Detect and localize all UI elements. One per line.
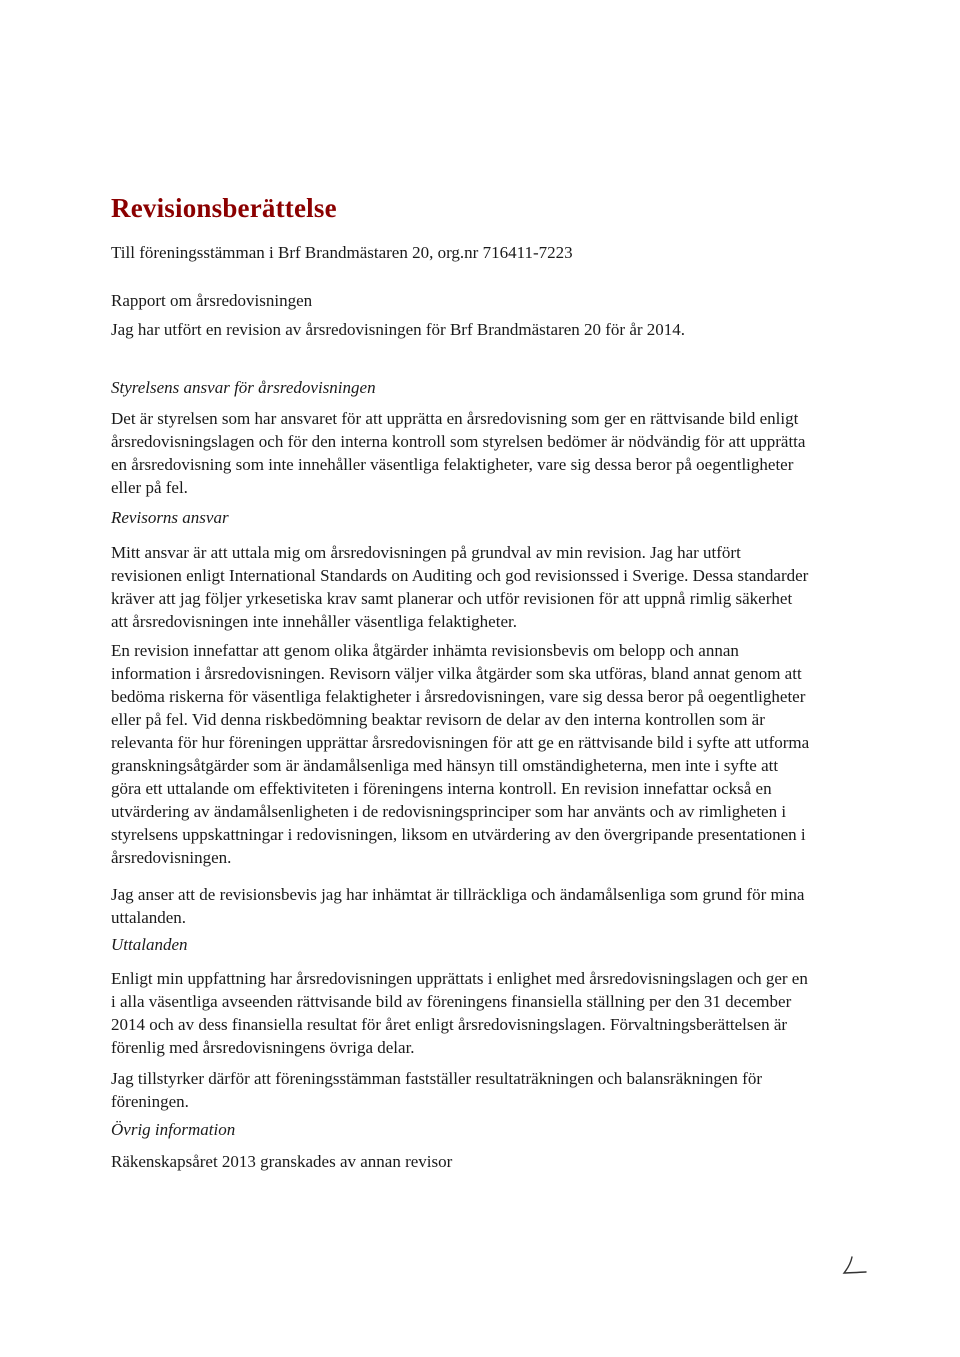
ovrig-information-text: Räkenskapsåret 2013 granskades av annan revisor [111,1152,453,1171]
addressee-line: Till föreningsstämman i Brf Brandmästaren 20, org.nr 716411-7223 [111,243,573,262]
section2-paragraph-1 [111,541,808,633]
paragraph-line: kräver att jag följer yrkesetiska krav samt planerar och utför revisionen för att uppnå rimlig säkerhet [111,589,793,608]
section3-paragraph-1 [111,967,808,1059]
section-heading-revisorns-ansvar: Revisorns ansvar [111,508,229,527]
paragraph-line: styrelsens uppskattningar i redovisningen, liksom en utvärdering av den övergripande presentationen i [111,825,806,844]
intro-line: Jag har utfört en revision av årsredovisningen för Brf Brandmästaren 20 för år 2014. [111,320,686,339]
paragraph-line: i alla väsentliga avseenden rättvisande bild av föreningens finansiella ställning per den 31 december [111,992,792,1011]
paragraph-line: information i årsredovisningen. Revisorn väljer vilka åtgärder som ska utföras, bland annat genom att [111,664,802,683]
section1-paragraph [111,407,805,499]
paragraph-line: utvärdering av ändamålsenligheten i de redovisningsprinciper som har använts och av rimligheten i [111,802,787,821]
paragraph-line: årsredovisningslagen och för den interna kontroll som styrelsen bedömer är nödvändig för att upprätta [111,432,806,451]
section-heading-styrelsens-ansvar: Styrelsens ansvar för årsredovisningen [111,378,376,397]
paragraph-line: en årsredovisning som inte innehåller väsentliga felaktigheter, vare sig dessa beror på oegentligheter [111,455,794,474]
paragraph-line: Jag tillstyrker därför att föreningsstämman fastställer resultaträkningen och balansräkningen för [111,1069,762,1088]
section-heading-ovrig-information: Övrig information [111,1120,236,1139]
paragraph-line: En revision innefattar att genom olika åtgärder inhämta revisionsbevis om belopp och annan [111,641,739,660]
paragraph-line: göra ett uttalande om effektiviteten i föreningens interna kontroll. En revision innefattar också en [111,779,772,798]
paragraph-line: Enligt min uppfattning har årsredovisningen upprättats i enlighet med årsredovisningslagen och ger en [111,969,808,988]
paragraph-line: eller på fel. [111,478,188,497]
paragraph-line: revisionen enligt International Standards on Auditing och god revisionssed i Sverige. Dessa standarder [111,566,809,585]
report-heading: Rapport om årsredovisningen [111,291,313,310]
paragraph-line: årsredovisningen. [111,848,232,867]
paragraph-line: Jag anser att de revisionsbevis jag har inhämtat är tillräckliga och ändamålsenliga som grund för mina [111,885,805,904]
paragraph-line: att årsredovisningen inte innehåller väsentliga felaktigheter. [111,612,517,631]
section3-paragraph-2 [111,1067,762,1113]
paragraph-line: 2014 och av dess finansiella resultat för året enligt årsredovisningslagen. Förvaltningsberättelsen är [111,1015,788,1034]
section2-paragraph-2 [111,639,809,869]
paragraph-line: Mitt ansvar är att uttala mig om årsredovisningen på grundval av min revision. Jag har utfört [111,543,741,562]
document-title: Revisionsberättelse [111,193,337,223]
paragraph-line: eller på fel. Vid denna riskbedömning beaktar revisorn de delar av den interna kontrollen som är [111,710,765,729]
paragraph-line: uttalanden. [111,908,187,927]
handwritten-initial-mark [842,1254,872,1283]
paragraph-line: granskningsåtgärder som är ändamålsenliga med hänsyn till omständigheterna, men inte i syfte att [111,756,779,775]
paragraph-line: förenlig med årsredovisningens övriga delar. [111,1038,415,1057]
section-heading-uttalanden: Uttalanden [111,935,188,954]
section2-paragraph-3 [111,883,804,929]
paragraph-line: Det är styrelsen som har ansvaret för att upprätta en årsredovisning som ger en rättvisande bild enligt [111,409,799,428]
paragraph-line: föreningen. [111,1092,189,1111]
paragraph-line: relevanta för hur föreningen upprättar årsredovisningen för att ge en rättvisande bild i syfte att utforma [111,733,810,752]
paragraph-line: bedöma riskerna för väsentliga felaktigheter i årsredovisningen, vare sig dessa beror på oegentligheter [111,687,806,706]
